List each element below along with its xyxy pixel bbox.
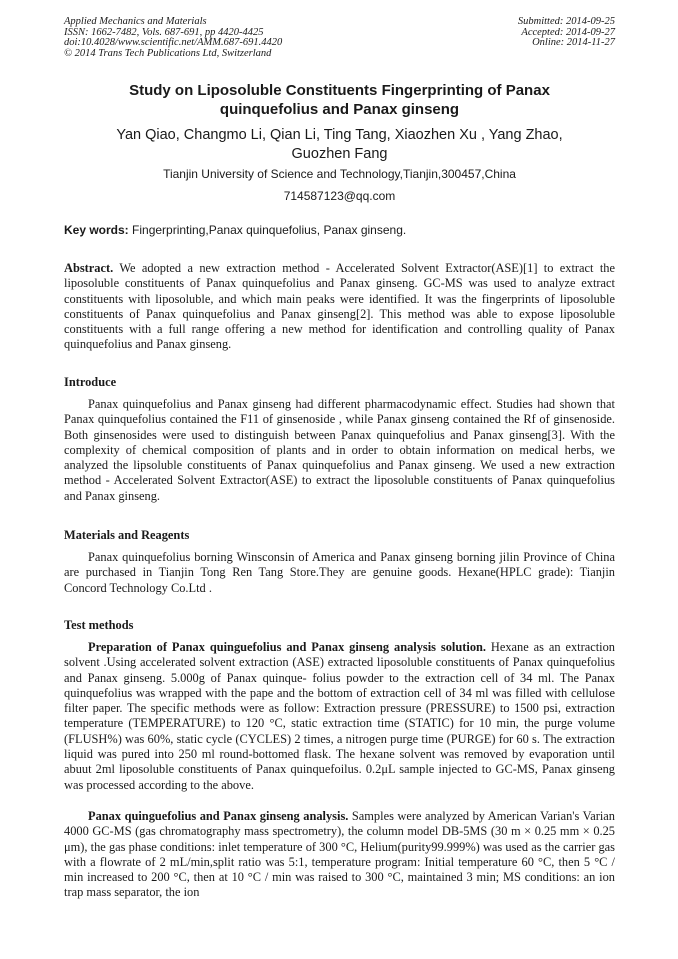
preparation-paragraph <box>64 640 615 793</box>
abstract-text: We adopted a new extraction method - Accelerated Solvent Extractor(ASE)[1] to extract the liposoluble constituents of Panax quinquefolius and Panax ginseng. GC-MS was used to analyze extract constituents with liposoluble, and which main peaks were identified. It was the fingerprints of liposoluble constituents of Panax quinquefolius and Panax ginseng[2]. This method was able to expose liposoluble constituents with a full range offering a new method for identification and controlling quality of Panax quinquefolius and Panax ginseng. <box>64 261 615 352</box>
keywords-label: Key words: <box>64 223 129 237</box>
author-email: 714587123@qq.com <box>283 189 396 203</box>
analysis-text: Samples were analyzed by American Varian's Varian 4000 GC-MS (gas chromatography mass spectrometry), the column model DB-5MS (30 m × 0.25 mm × 0.25 μm), the gas phase conditions: inlet temperature of 300 °C, Helium(purity99.999%) was used as the carrier gas with a flowrate of 2 mL/min,split ratio was 5:1, temperature program: Initial temperature 60 °C, then 5 °C / min increased to 200 °C, then at 10 °C / min was raised to 300 °C, maintained 3 min; MS conditions: an ion trap mass separator, the ion <box>64 809 615 900</box>
analysis-paragraph <box>64 809 615 901</box>
online-date: Online: 2014-11-27 <box>532 37 615 48</box>
abstract-label: Abstract. <box>64 261 114 275</box>
section-heading-introduce: Introduce <box>64 375 117 389</box>
preparation-text: Hexane as an extraction solvent .Using accelerated solvent extraction (ASE) extracted liposoluble constituents of Panax quinquefolius and Panax ginseng. 5.000g of Panax quinque- folius powder to the extraction cell of 34 ml. The Panax quinquefolius was wrapped with the pape and the bottom of extraction cell of 34 ml was filled with cellulose filter paper. The specific methods were as follow: Extraction pressure (PRESSURE) to 1500 psi, extraction temperature (TEMPERATURE) to 120 °C, static extraction time (STATIC) for 10 min, the purge volume (FLUSH%) was 60%, static cycle (CYCLES) 2 times, a nitrogen purge time (PURGE) for 60 s. The extraction liquid was pured into 250 ml round-bottomed flask. The hexane solvent was removed by evaporation until abuut 2ml liposoluble constituents of Panax quinquefoilus. 0.2μL sample injected to GC-MS, Panax ginseng was processed according to the above. <box>64 640 615 792</box>
journal-copyright: © 2014 Trans Tech Publications Ltd, Switzerland <box>64 47 272 59</box>
paper-title <box>64 81 615 119</box>
section-heading-materials: Materials and Reagents <box>64 528 190 542</box>
journal-name: Applied Mechanics and Materials <box>64 16 207 27</box>
introduce-paragraph: Panax quinquefolius and Panax ginseng had different pharmacodynamic effect. Studies had shown that Panax quinquefolius contained the F11 of ginsenoside , while Panax ginseng contained the Rf of ginsenoside. Both ginsenosides were used to distinguish between Panax quinquefolius and Panax ginseng[3]. With the complexity of chemical composition of plants and in order to obtain information on medical herbs, we analyzed the lipsoluble constituents of Panax quinquefolius and Panax ginseng. We used a new extraction method - Accelerated Solvent Extractor(ASE) to extract the liposoluble constituents of Panax quinquefolius and Panax ginseng. <box>64 397 615 503</box>
journal-doi: doi:10.4028/www.scientific.net/AMM.687-691.4420 <box>64 37 283 48</box>
materials-paragraph: Panax quinquefolius borning Winsconsin of America and Panax ginseng borning jilin Province of China are purchased in Tianjin Tong Ren Tang Store.They are genuine goods. Hexane(HPLC grade): Tianjin Concord Technology Co.Ltd . <box>64 550 615 595</box>
paper-title-line-1: Study on Liposoluble Constituents Fingerprinting of Panax <box>129 82 550 99</box>
abstract <box>64 261 615 353</box>
section-heading-test-methods: Test methods <box>64 618 134 632</box>
publication-dates <box>518 17 615 49</box>
paper-title-line-2: quinquefolius and Panax ginseng <box>219 101 460 118</box>
submitted-date: Submitted: 2014-09-25 <box>517 16 615 27</box>
journal-issn: ISSN: 1662-7482, Vols. 687-691, pp 4420-4425 <box>64 26 264 38</box>
preparation-label: Preparation of Panax quinguefolius and Panax ginseng analysis solution. <box>88 640 487 654</box>
keywords-text: Fingerprinting,Panax quinquefolius, Panax ginseng. <box>128 223 407 237</box>
author-list <box>64 126 615 164</box>
author-line-2: Guozhen Fang <box>291 146 388 162</box>
author-line-1: Yan Qiao, Changmo Li, Qian Li, Ting Tang, Xiaozhen Xu , Yang Zhao, <box>116 127 563 143</box>
analysis-label: Panax quinguefolius and Panax ginseng analysis. <box>88 809 349 823</box>
journal-info <box>64 17 282 59</box>
affiliation: Tianjin University of Science and Technology,Tianjin,300457,China <box>163 167 516 181</box>
keywords <box>64 222 615 238</box>
accepted-date: Accepted: 2014-09-27 <box>521 26 615 38</box>
